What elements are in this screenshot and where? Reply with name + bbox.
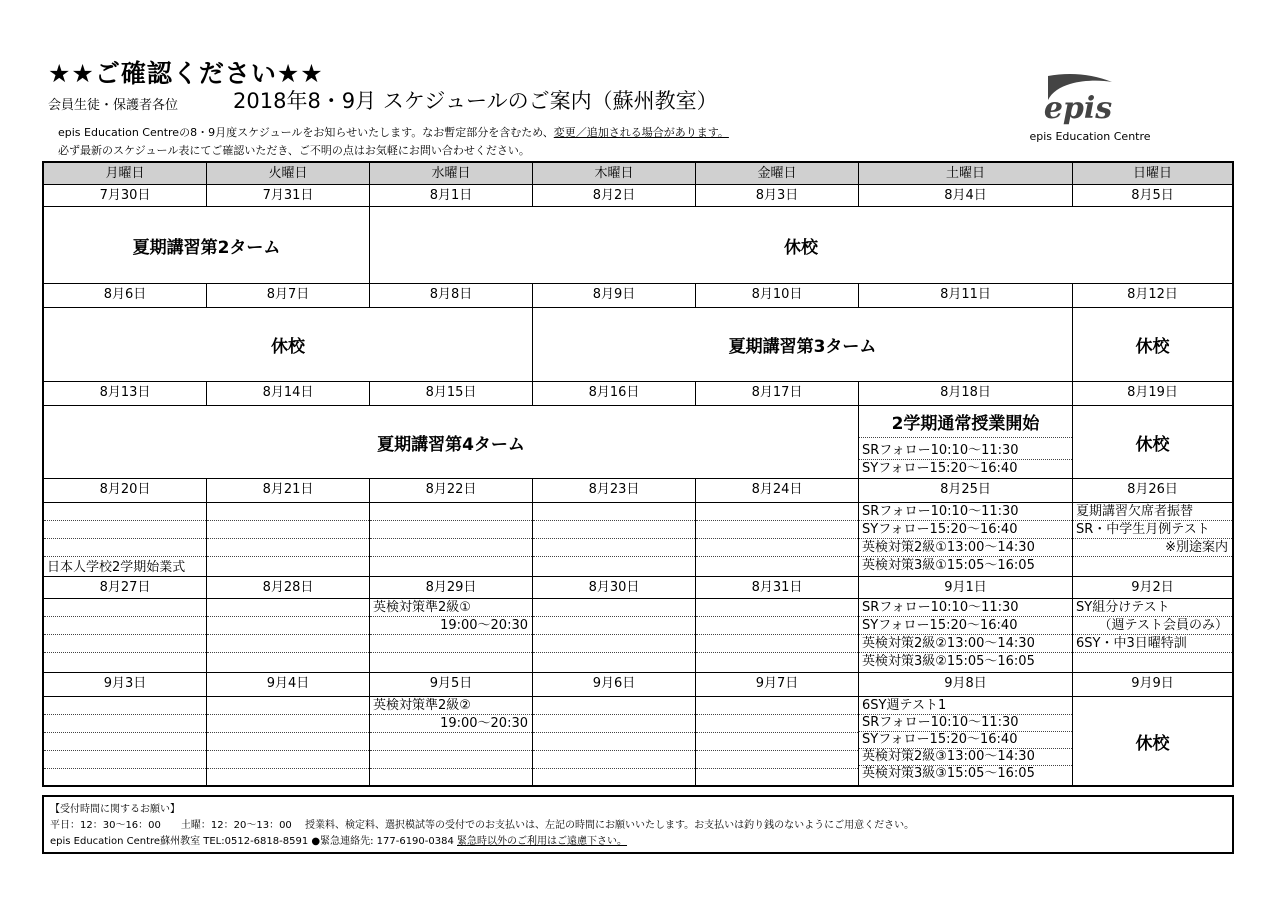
date-cell: 9月3日: [44, 673, 207, 697]
weekday-header-sun: 日曜日: [1073, 163, 1232, 185]
date-cell: 8月6日: [44, 284, 207, 308]
date-cell: 8月31日: [696, 577, 859, 599]
schedule-table: [42, 161, 1234, 787]
tuesday-events-cell: [207, 599, 370, 673]
date-cell: 8月7日: [207, 284, 370, 308]
event-summer-term-3: 夏期講習第3ターム: [533, 308, 1073, 382]
weekday-header-tue: 火曜日: [207, 163, 370, 185]
wednesday-events-cell: [370, 503, 533, 577]
date-cell: 8月2日: [533, 185, 696, 207]
logo: [1010, 70, 1170, 150]
event-line: SRフォロー10:10～11:30: [859, 503, 1072, 521]
footer-hours: 平日：12：30～16：00 土曜：12：20～13：00 授業料、検定料、選択模試等の受付でのお支払いは、左記の時間にお願いいたします。お支払いは釣り銭のないようにご用意ください。: [50, 820, 915, 831]
date-cell: 8月19日: [1073, 382, 1232, 406]
date-cell: 7月30日: [44, 185, 207, 207]
date-cell: 8月1日: [370, 185, 533, 207]
date-cell: 8月17日: [696, 382, 859, 406]
event-line: SYフォロー15:20～16:40: [862, 461, 1018, 476]
footer-heading: 【受付時間に関するお願い】: [50, 804, 180, 815]
page-top-title: ★★ご確認ください★★: [48, 59, 324, 88]
event-line: 6SY週テスト1: [859, 697, 1072, 715]
event-line: 英検対策準2級①: [370, 599, 532, 617]
date-cell: 8月15日: [370, 382, 533, 406]
wednesday-events-cell: [370, 697, 533, 785]
sunday-events-cell: [1073, 599, 1232, 673]
event-line: 英検対策2級①13:00～14:30: [859, 539, 1072, 557]
date-cell: 9月6日: [533, 673, 696, 697]
event-line: SRフォロー10:10～11:30: [859, 442, 1072, 460]
event-time: 19:00～20:30: [370, 715, 532, 733]
thursday-events-cell: [533, 599, 696, 673]
page-title: 2018年8・9月 スケジュールのご案内（蘇州教室）: [233, 89, 718, 113]
event-line: [44, 503, 206, 521]
saturday-events-cell: [859, 697, 1073, 785]
date-cell: 9月1日: [859, 577, 1073, 599]
event-line: SYフォロー15:20～16:40: [859, 731, 1072, 749]
date-cell: 8月5日: [1073, 185, 1232, 207]
date-cell: 8月22日: [370, 479, 533, 503]
event-line: SY組分けテスト: [1073, 599, 1232, 617]
event-line: SRフォロー10:10～11:30: [859, 714, 1072, 732]
date-cell: 8月16日: [533, 382, 696, 406]
date-cell: 8月10日: [696, 284, 859, 308]
date-cell: 8月21日: [207, 479, 370, 503]
event-summer-term-4: 夏期講習第4ターム: [44, 406, 859, 479]
event-line: 英検対策3級③15:05～16:05: [862, 766, 1035, 781]
date-cell: 8月25日: [859, 479, 1073, 503]
event-closed: 休校: [1073, 406, 1232, 479]
weekday-header-thu: 木曜日: [533, 163, 696, 185]
logo-mark-text: epis: [1043, 91, 1113, 126]
epis-logo-icon: [1040, 70, 1120, 126]
thursday-events-cell: [533, 697, 696, 785]
saturday-events-cell: [859, 599, 1073, 673]
tuesday-events-cell: [207, 503, 370, 577]
event-closed: 休校: [1135, 733, 1170, 754]
date-cell: 8月4日: [859, 185, 1073, 207]
date-cell: 8月8日: [370, 284, 533, 308]
date-cell: 8月23日: [533, 479, 696, 503]
event-line: SR・中学生月例テスト: [1073, 521, 1232, 539]
sunday-events-cell: [1073, 503, 1232, 577]
date-cell: 9月5日: [370, 673, 533, 697]
event-closed: 休校: [44, 308, 533, 382]
friday-events-cell: [696, 503, 859, 577]
date-cell: 8月3日: [696, 185, 859, 207]
date-cell: 8月24日: [696, 479, 859, 503]
friday-events-cell: [696, 697, 859, 785]
friday-events-cell: [696, 599, 859, 673]
event-closed: 休校: [370, 207, 1232, 284]
footer-contact-warning: 緊急時以外のご利用はご遠慮下さい。: [457, 836, 628, 847]
event-line: SYフォロー15:20～16:40: [859, 521, 1072, 539]
event-school-term-start: 日本人学校2学期始業式: [47, 560, 186, 575]
event-summer-term-2: 夏期講習第2ターム: [44, 207, 370, 284]
event-line: 6SY・中3日曜特訓: [1073, 635, 1232, 653]
event-line: 英検対策3級②15:05～16:05: [862, 654, 1035, 669]
event-line: 英検対策3級①15:05～16:05: [862, 558, 1035, 573]
notice-line-2: 必ず最新のスケジュール表にてご確認いただき、ご不明の点はお気軽にお問い合わせください。: [58, 144, 530, 157]
date-cell: 9月7日: [696, 673, 859, 697]
event-line: 夏期講習欠席者振替: [1073, 503, 1232, 521]
event-line: 英検対策2級③13:00～14:30: [859, 748, 1072, 766]
event-line: 英検対策2級②13:00～14:30: [859, 635, 1072, 653]
weekday-header-mon: 月曜日: [44, 163, 207, 185]
weekday-header-sat: 土曜日: [859, 163, 1073, 185]
date-cell: 8月29日: [370, 577, 533, 599]
date-cell: 7月31日: [207, 185, 370, 207]
monday-events-cell: [44, 599, 207, 673]
date-cell: 8月12日: [1073, 284, 1232, 308]
date-cell: 8月28日: [207, 577, 370, 599]
date-cell: 9月2日: [1073, 577, 1232, 599]
notice-line-1: [58, 124, 729, 140]
tuesday-events-cell: [207, 697, 370, 785]
notice-line-1-underlined: 変更／追加される場合があります。: [553, 126, 729, 139]
event-note: （週テスト会員のみ）: [1073, 617, 1232, 635]
date-cell: 8月27日: [44, 577, 207, 599]
footer-contact-text: epis Education Centre蘇州教室 TEL:0512-6818-8591 ●緊急連絡先: 177-6190-0384: [50, 836, 458, 847]
event-note: ※別途案内: [1073, 539, 1232, 557]
footer-contact: [50, 834, 1226, 850]
weekday-header-fri: 金曜日: [696, 163, 859, 185]
date-cell: 8月20日: [44, 479, 207, 503]
audience-label: 会員生徒・保護者各位: [48, 98, 179, 113]
event-time: 19:00～20:30: [370, 617, 532, 635]
date-cell: 8月14日: [207, 382, 370, 406]
date-cell: 8月13日: [44, 382, 207, 406]
event-closed: 休校: [1073, 308, 1232, 382]
date-cell: 9月9日: [1073, 673, 1232, 697]
monday-events-cell: [44, 697, 207, 785]
date-cell: 8月18日: [859, 382, 1073, 406]
date-cell: 8月9日: [533, 284, 696, 308]
event-line: 英検対策準2級②: [370, 697, 532, 715]
weekday-header-wed: 水曜日: [370, 163, 533, 185]
date-cell: 8月30日: [533, 577, 696, 599]
event-line: SYフォロー15:20～16:40: [859, 617, 1072, 635]
date-cell: 9月4日: [207, 673, 370, 697]
logo-text: epis Education Centre: [1029, 130, 1151, 143]
event-line: [44, 521, 206, 539]
saturday-events-cell: [859, 406, 1073, 479]
event-line: SRフォロー10:10～11:30: [859, 599, 1072, 617]
saturday-events-cell: [859, 503, 1073, 577]
event-term2-start: 2学期通常授業開始: [859, 410, 1072, 438]
reception-hours-notice: [42, 795, 1234, 854]
notice-line-1-text: epis Education Centreの8・9月度スケジュールをお知らせいたします。なお暫定部分を含むため、: [58, 126, 554, 139]
event-line: [44, 539, 206, 557]
thursday-events-cell: [533, 503, 696, 577]
date-cell: 8月26日: [1073, 479, 1232, 503]
date-cell: 8月11日: [859, 284, 1073, 308]
date-cell: 9月8日: [859, 673, 1073, 697]
wednesday-events-cell: [370, 599, 533, 673]
